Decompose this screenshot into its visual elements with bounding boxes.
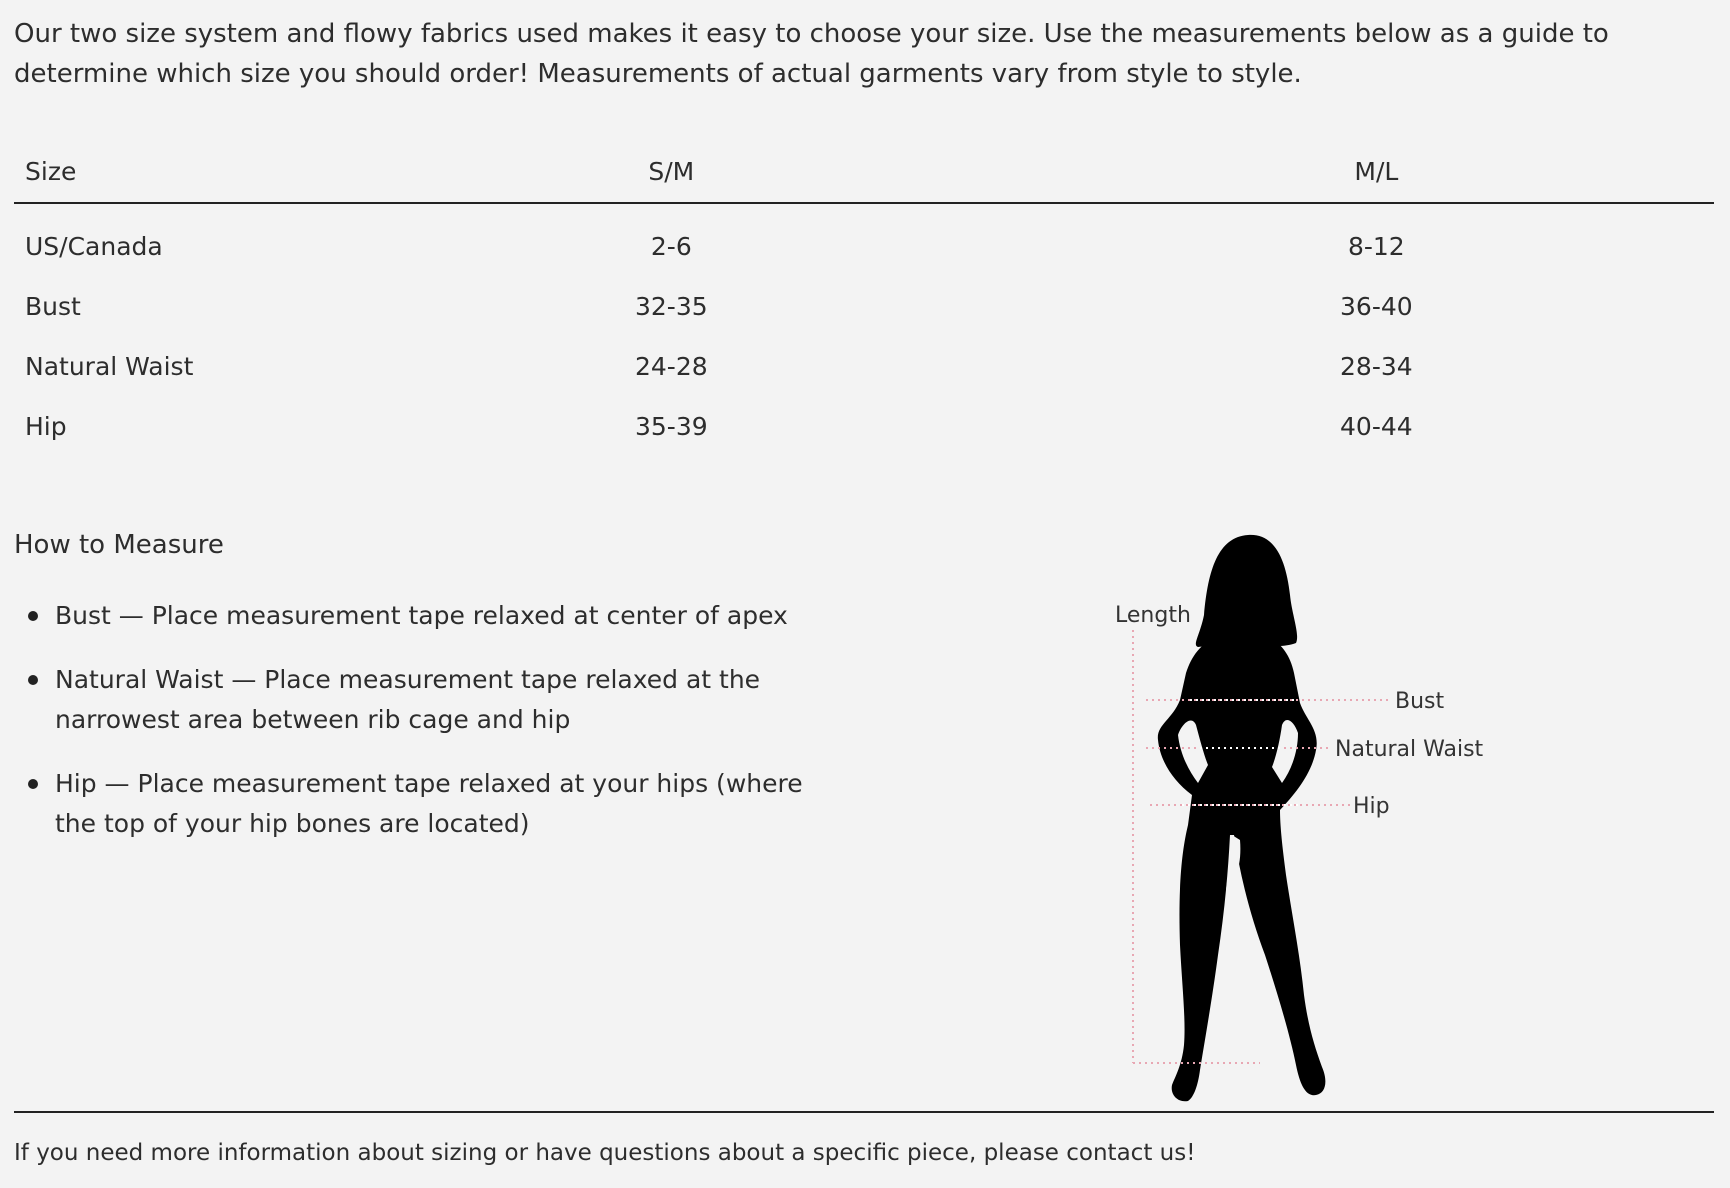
header-sm: S/M <box>542 145 800 203</box>
bust-label: Bust <box>1395 689 1445 714</box>
hip-label: Hip <box>1353 794 1390 819</box>
size-chart-table <box>14 145 1714 456</box>
table-row <box>14 203 1714 276</box>
footer-note: If you need more information about sizing or have questions about a specific piece, please contact us! <box>14 1140 1196 1166</box>
row-label: US/Canada <box>25 231 163 261</box>
measurement-figure <box>1100 525 1500 1115</box>
row-value-sm: 2-6 <box>650 231 692 261</box>
row-value-ml: 28-34 <box>1340 351 1413 381</box>
header-size: Size <box>14 145 542 203</box>
how-to-measure-title: How to Measure <box>14 530 224 560</box>
row-value-ml: 36-40 <box>1340 291 1413 321</box>
row-value-sm: 35-39 <box>635 411 708 441</box>
row-value-sm: 24-28 <box>635 351 708 381</box>
list-item: Natural Waist — Place measurement tape relaxed at the narrowest area between rib cage and hip <box>14 660 844 740</box>
how-to-measure-list <box>14 596 844 868</box>
table-row <box>14 336 1714 396</box>
row-label: Hip <box>25 411 67 441</box>
row-label: Bust <box>25 291 81 321</box>
header-ml: M/L <box>1247 145 1505 203</box>
list-item: Hip — Place measurement tape relaxed at your hips (where the top of your hip bones are located) <box>14 764 844 844</box>
row-value-sm: 32-35 <box>635 291 708 321</box>
list-item: Bust — Place measurement tape relaxed at center of apex <box>14 596 844 636</box>
waist-label: Natural Waist <box>1335 737 1484 762</box>
intro-text: Our two size system and flowy fabrics used makes it easy to choose your size. Use the measurements below as a guide to determine which size you should order! Measurements of actual garments vary from style to style. <box>14 19 1609 89</box>
footer-divider <box>14 1111 1714 1113</box>
row-label: Natural Waist <box>25 351 194 381</box>
woman-silhouette-diagram <box>1100 525 1500 1115</box>
row-value-ml: 8-12 <box>1347 231 1405 261</box>
row-value-ml: 40-44 <box>1340 411 1413 441</box>
table-header-row <box>14 145 1714 203</box>
length-label: Length <box>1115 603 1191 628</box>
table-row <box>14 396 1714 456</box>
table-row <box>14 276 1714 336</box>
